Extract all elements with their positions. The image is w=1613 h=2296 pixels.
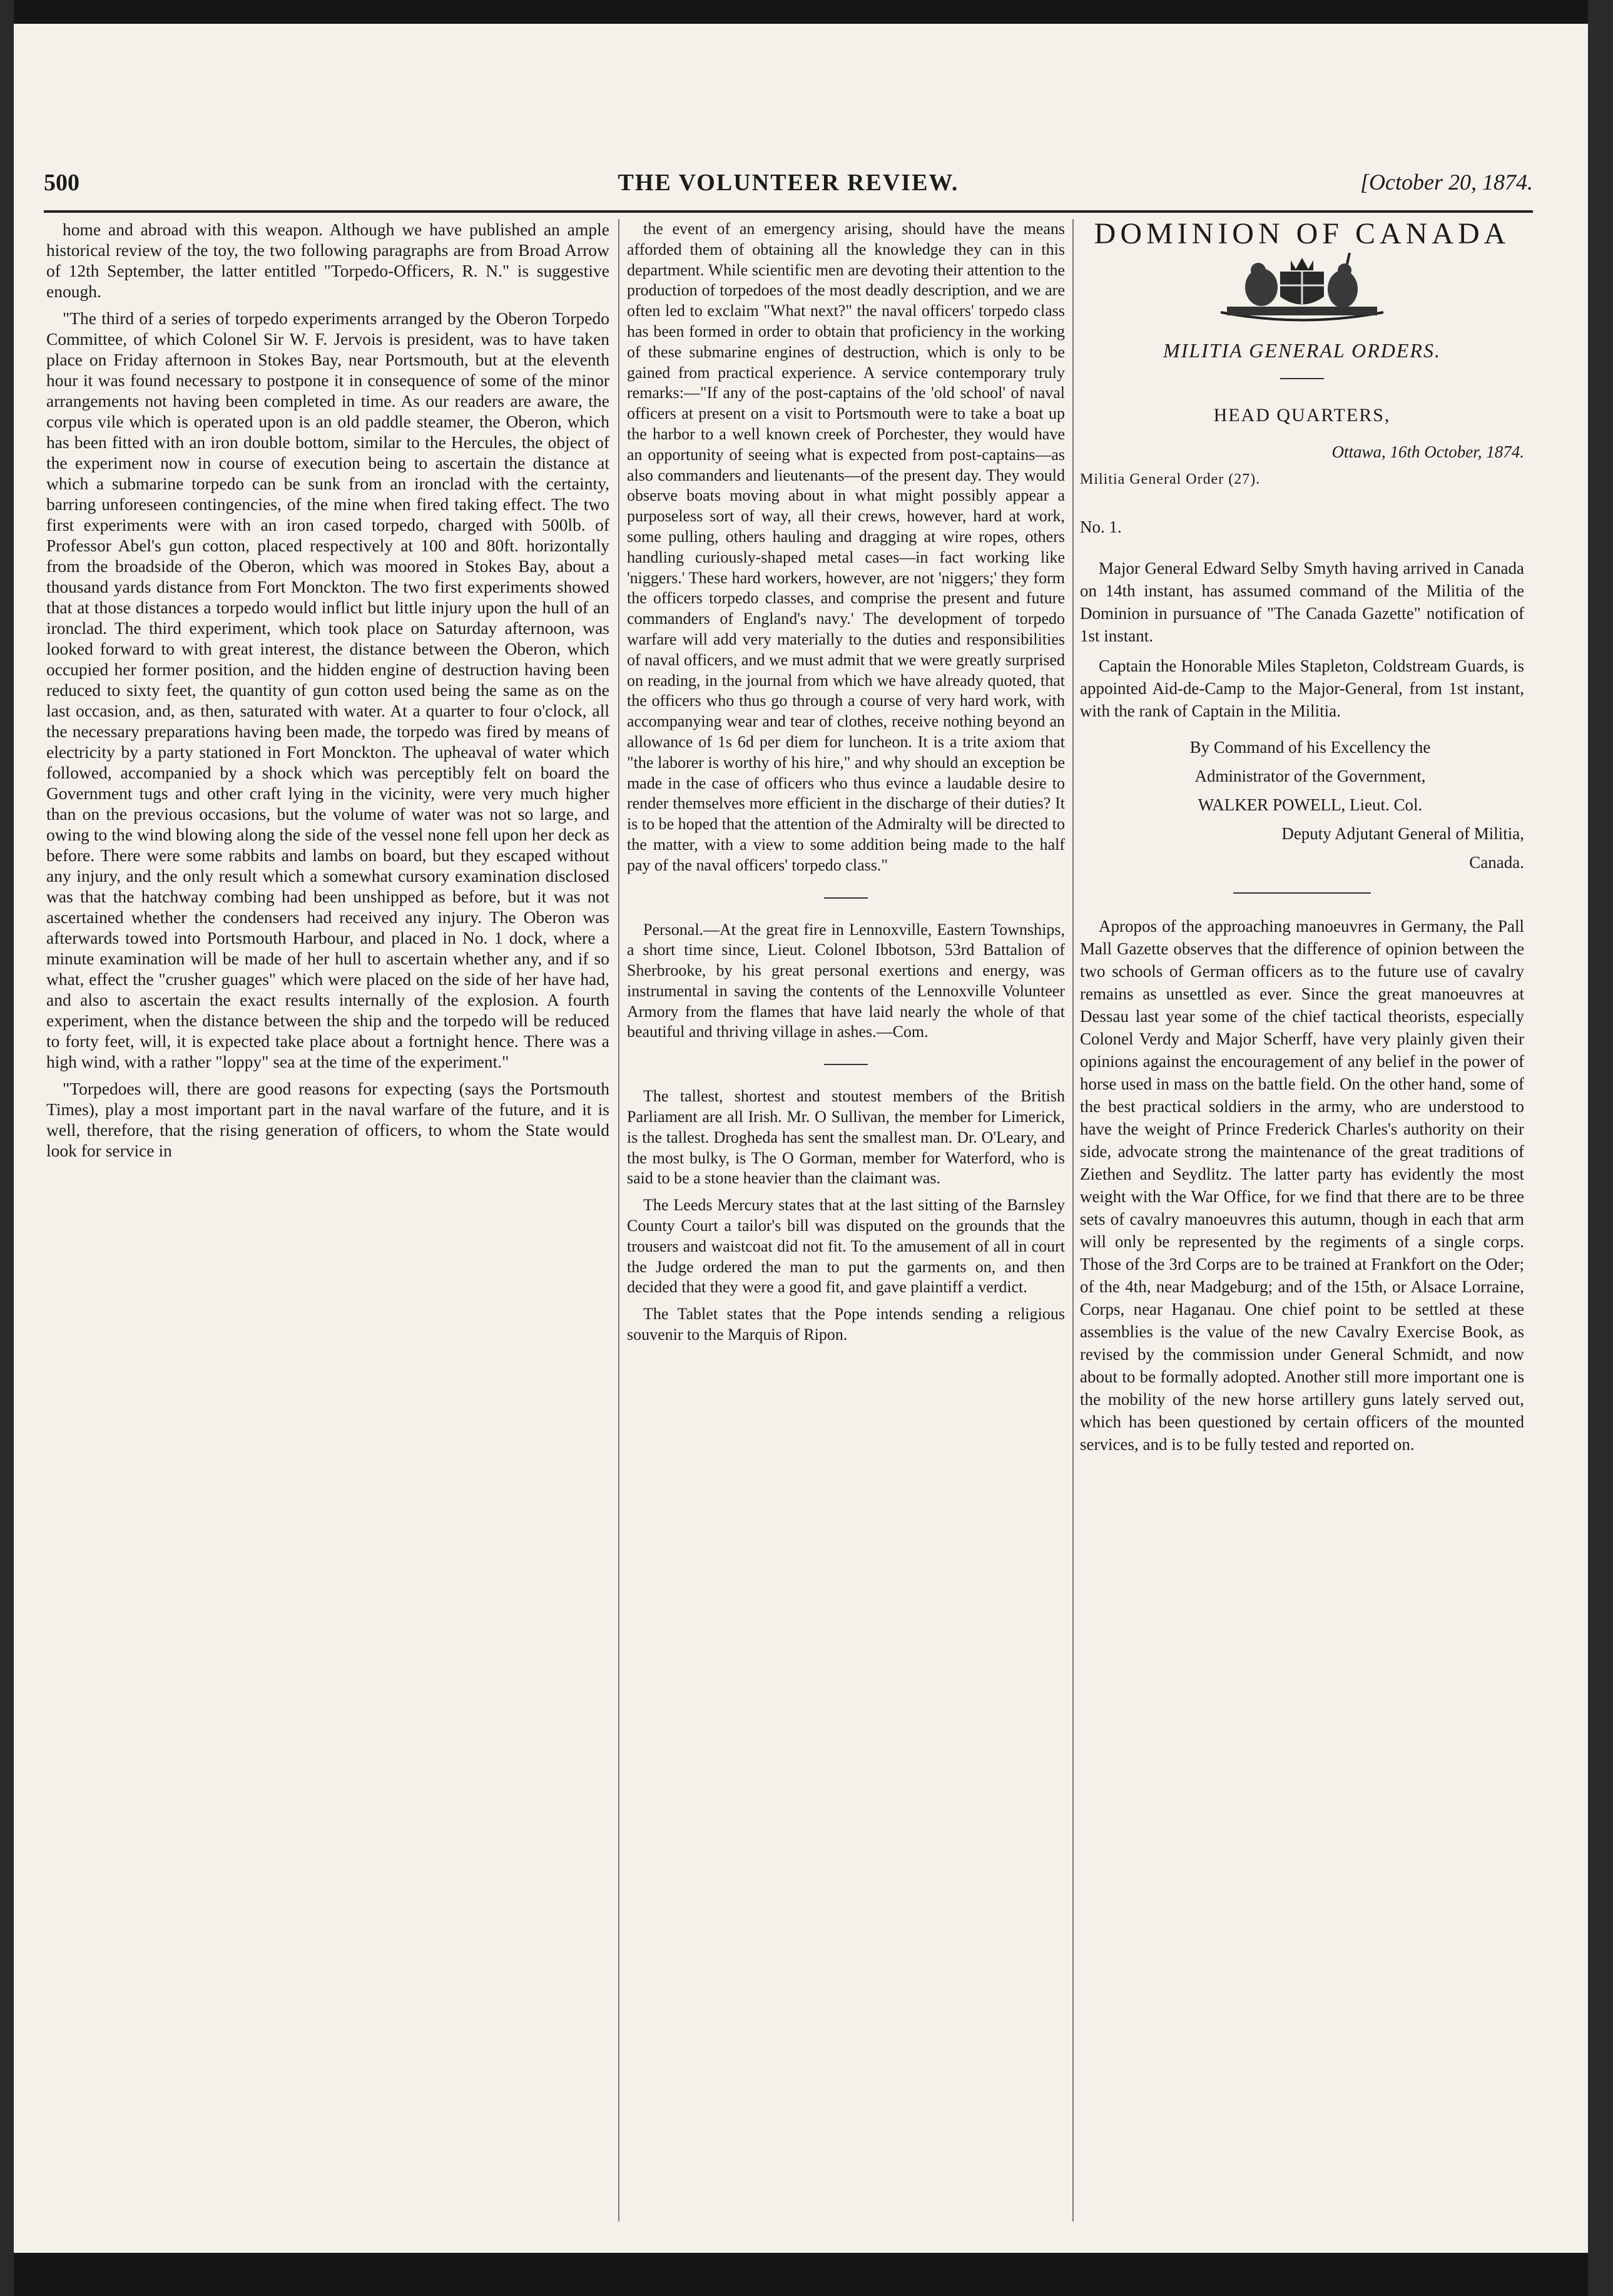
publication-title: THE VOLUNTEER REVIEW.	[618, 170, 959, 196]
column-2	[627, 219, 1065, 2197]
paragraph: The Leeds Mercury states that at the last sitting of the Barnsley County Court a tailor's bill was disputed on the grounds that the trousers and waistcoat did not fit. To the amusement of all in court the Judge ordered the man to put the garments on, and then decided that they were a good fit, and gave plaintiff a verdict.	[627, 1196, 1065, 1297]
scan-edge-bottom	[0, 2253, 1613, 2296]
militia-general-orders-heading: MILITIA GENERAL ORDERS.	[1163, 339, 1441, 362]
signature-line: Deputy Adjutant General of Militia,	[1281, 824, 1524, 843]
column-divider	[1072, 219, 1074, 2222]
column-1	[46, 219, 609, 1708]
article-paragraph: Apropos of the approaching manoeuvres in Germany, the Pall Mall Gazette observes that the difference of opinion between the two schools of German officers as to the future use of cavalry remains as unsettled as ever. Since the great manoeuvres at Dessau last year some of the chief tactical theorists, especially Colonel Verdy and Major Scherff, have very plainly given their opinions against the encouragement of any belief in the power of horse used in mass on the battle field. On the other hand, some of the best practical soldiers in the army, who are understood to have the weight of Prince Frederick Charles's authority on their side, advocate strong the maintenance of the great traditions of Ziethen and Seydlitz. The latter party has evidently the most weight with the War Office, for we find that there are to be three sets of cavalry manoeuvres this autumn, though in each that arm will only be represented by the regiments of a single corps. Those of the 3rd Corps are to be trained at Frankfort on the Oder; of the 4th, near Madgeburg; and of the 15th, or Alsace Lorraine, Corps, near Haganau. One chief point to be settled at these assemblies is the value of the new Cavalry Exercise Book, as revised by the commission under General Schmidt, and now about to be formally adopted. Another still more important one is the mobility of the new horse artillery guns lately served out, which has been questioned by certain officers of the mounted services, and is to be fully tested and reported on.	[1080, 917, 1524, 1454]
masthead	[44, 169, 1533, 207]
paragraph: The Tablet states that the Pope intends sending a religious souvenir to the Marquis of Ripon.	[627, 1305, 1065, 1344]
column-3	[1080, 219, 1524, 2146]
signature-line: By Command of his Excellency the	[1189, 738, 1431, 757]
section-divider	[824, 1064, 868, 1065]
place-and-date: Ottawa, 16th October, 1874.	[1331, 442, 1524, 461]
ornamental-divider	[1233, 892, 1371, 894]
page-number: 500	[44, 170, 79, 196]
section-divider	[1280, 378, 1324, 379]
signature-line: Administrator of the Government,	[1194, 767, 1426, 785]
dominion-heading: DOMINION OF CANADA	[1094, 219, 1510, 250]
scan-edge-left	[0, 0, 14, 2296]
signature-line: Canada.	[1469, 853, 1524, 872]
scan-edge-right	[1588, 0, 1613, 2296]
section-divider	[824, 897, 868, 899]
paragraph: The tallest, shortest and stoutest members of the British Parliament are all Irish. Mr. O Sullivan, the member for Limerick, is the tallest. Drogheda has sent the smallest man. Dr. O'Leary, and the most bulky, is The O Gorman, member for Waterford, who is said to be a stone heavier than the claimant was.	[627, 1087, 1065, 1188]
order-item-number: No. 1.	[1080, 518, 1122, 536]
paragraph: Personal.—At the great fire in Lennoxville, Eastern Townships, a short time since, Lieut. Colonel Ibbotson, 53rd Battalion of Sherbrooke, by his great personal exertions and energy, was instrumental in saving the contents of the Lennoxville Volunteer Armory from the flames that have laid nearly the whole of that beautiful and thriving village in ashes.—Com.	[627, 920, 1065, 1041]
royal-coat-of-arms-icon	[1208, 253, 1396, 328]
column-divider	[618, 219, 619, 2222]
order-paragraph: Major General Edward Selby Smyth having arrived in Canada on 14th instant, has assumed command of the Militia of the Dominion in pursuance of "The Canada Gazette" notification of 1st instant.	[1080, 559, 1524, 645]
signature-name: WALKER POWELL, Lieut. Col.	[1198, 795, 1423, 814]
paragraph: home and abroad with this weapon. Although we have published an ample historical review of the toy, the two following paragraphs are from Broad Arrow of 12th September, the latter entitled "Torpedo-Officers, R. N." is suggestive enough.	[46, 220, 609, 301]
paragraph: "Torpedoes will, there are good reasons for expecting (says the Portsmouth Times), play a most important part in the naval warfare of the future, and it is well, therefore, that the rising generation of officers, to whom the State would look for service in	[46, 1079, 609, 1160]
paragraph: "The third of a series of torpedo experiments arranged by the Oberon Torpedo Committee, of which Colonel Sir W. F. Jervois is president, was to have taken place on Friday afternoon in Stokes Bay, near Portsmouth, but at the eleventh hour it was found necessary to postpone it in consequence of some of the minor arrangements not having been completed in time. As our readers are aware, the corpus vile which is operated upon is an old paddle steamer, the Oberon, which has been fitted with an iron double bottom, similar to the Hercules, the object of the experiment now in course of execution being to ascertain the distance at which a submarine torpedo can be sunk from an ironclad with the certainty, barring unforeseen contingencies, of the mine when fired taking effect. The two first experiments were with an iron cased torpedo, charged with 500lb. of Professor Abel's gun cotton, placed respectively at 100 and 80ft. horizontally from the broadside of the Oberon, which was moored in Stokes Bay, about a thousand yards distance from Fort Monckton. The two first experiments showed that at those distances a torpedo would inflict but little injury upon the hull of an ironclad. The third experiment, which took place on Saturday afternoon, was looked forward to with great interest, the distance between the Oberon, which occupied her former position, and the hidden engine of destruction having been reduced to sixty feet, the quantity of gun cotton used being the same as on the last occasion, and, as then, saturated with water. At a quarter to four o'clock, all the necessary preparations having been made, the torpedo was fired by means of electricity by a party stationed in Fort Monckton. The upheaval of water which followed, accompanied by a shock which was perceptibly felt on board the Government tugs and other craft lying in the vicinity, were very much higher than on the previous occasions, but the volume of water was not so large, and owing to the wind blowing along the side of the vessel none fell upon her deck as before. There were some rabbits and lambs on board, but they escaped without any injury, and the only result which a somewhat cursory examination disclosed was that the hatchway combing had been unshipped as before, but it was not ascertained whether the condensers had received any injury. The Oberon was afterwards towed into Portsmouth Harbour, and placed in No. 1 dock, where a minute examination will be made of her hull to ascertain whether any, and if so what, effect the "crusher guages" which were placed on the side of her have had, and also to ascertain the exact results internally of the explosion. A fourth experiment, when the distance between the ship and the torpedo will be reduced to forty feet, will, it is expected take place about a fortnight hence. There was a high wind, with a rather "loppy" sea at the time of the experiment."	[46, 309, 609, 1071]
order-number-line: Militia General Order (27).	[1080, 471, 1261, 487]
head-quarters: HEAD QUARTERS,	[1213, 405, 1391, 426]
masthead-rule	[44, 210, 1533, 213]
paragraph: the event of an emergency arising, should have the means afforded them of obtaining all the knowledge they can in this department. While scientific men are devoting their attention to the production of torpedoes of the most deadly description, and we are often led to exclaim "What next?" the naval officers' torpedo class has been formed in order to obtain that proficiency in the working of these submarine engines of destruction, which is only to be gained from practical experience. A service contemporary truly remarks:—"If any of the post-captains of the 'old school' of naval officers at present on a visit to Portsmouth were to take a boat up the harbor to a well known creek of Porchester, they would have an opportunity of seeing what is expected from post-captains—as also commanders and lieutenants—of the present day. They would observe boats moving about in what might possibly appear a purposeless sort of way, all their crews, however, hard at work, some pulling, others hauling and dragging at wire ropes, others handling curiously-shaped metal cases—in fact working like 'niggers.' These hard workers, however, are not 'niggers;' they form the officers torpedo classes, and comprise the present and future commanders of England's navy.' The development of torpedo warfare will add very materially to the duties and responsibilities of naval officers, and we must admit that we were greatly surprised on reading, in the journal from which we have already quoted, that the officers who thus go through a course of very hard work, with accompanying wear and tear of clothes, receive nothing beyond an allowance of 1s 6d per diem for luncheon. It is a trite axiom that "the laborer is worthy of his hire," and why should an exception be made in the case of officers who thus evince a laudable desire to render themselves more efficient in the discharge of their duties? It is to be hoped that the attention of the Admiralty will be directed to the matter, with a view to some addition being made to the half pay of the naval officers' torpedo class."	[627, 220, 1065, 874]
issue-date: [October 20, 1874.	[1360, 170, 1533, 195]
order-paragraph: Captain the Honorable Miles Stapleton, Coldstream Guards, is appointed Aid-de-Camp to the Major-General, from 1st instant, with the rank of Captain in the Militia.	[1080, 656, 1524, 720]
scan-edge-top	[0, 0, 1613, 24]
